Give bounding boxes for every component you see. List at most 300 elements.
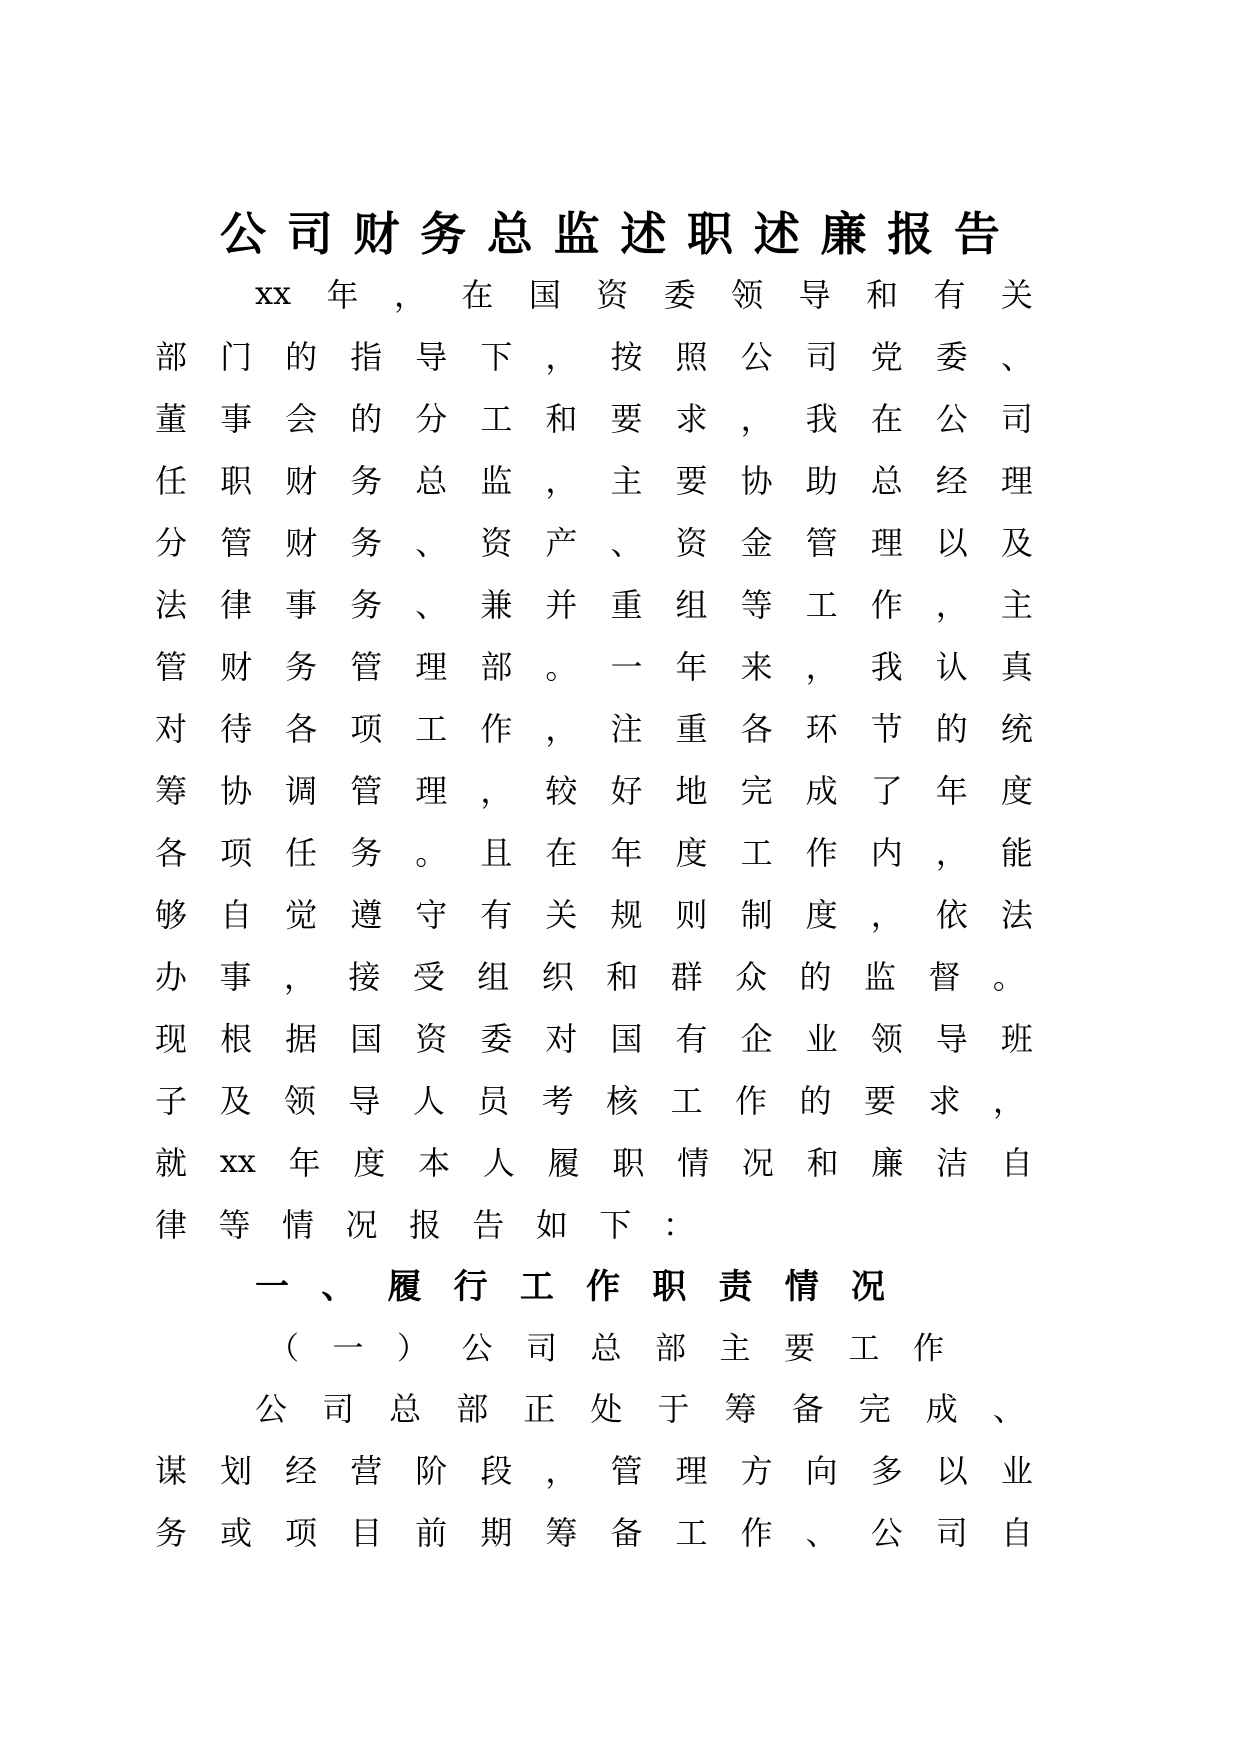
glyph: 业 [1000, 1452, 1033, 1490]
glyph: 有 [480, 896, 513, 934]
glyph: 作 [586, 1266, 621, 1307]
glyph: 工 [805, 586, 838, 624]
glyph: 等 [218, 1206, 251, 1244]
glyph: 司 [1000, 400, 1033, 438]
glyph: ， [992, 1082, 1025, 1120]
glyph: 较 [545, 772, 578, 810]
glyph: 部 [480, 648, 513, 686]
glyph: ） [397, 1330, 428, 1367]
glyph: 督 [928, 958, 961, 996]
glyph: 财 [353, 207, 400, 261]
glyph: 完 [740, 772, 773, 810]
glyph: 告 [953, 207, 1000, 261]
glyph: 情 [784, 1266, 819, 1307]
glyph: 及 [219, 1082, 252, 1120]
glyph: 考 [541, 1082, 574, 1120]
glyph: 司 [526, 1330, 557, 1367]
glyph: 自 [220, 896, 253, 934]
glyph: 业 [805, 1020, 838, 1058]
glyph: ， [935, 586, 968, 624]
glyph: 告 [472, 1206, 505, 1244]
glyph: 年 [288, 1144, 321, 1182]
glyph: 下 [480, 338, 513, 376]
glyph: 要 [784, 1330, 815, 1367]
glyph: 工 [848, 1330, 880, 1367]
glyph: 如 [535, 1206, 568, 1244]
glyph: 能 [1000, 834, 1033, 872]
glyph: 内 [870, 834, 903, 872]
glyph: 总 [389, 1390, 422, 1428]
glyph: 觉 [285, 896, 318, 934]
glyph: 党 [870, 338, 903, 376]
glyph: 谋 [155, 1452, 188, 1490]
glyph: 营 [350, 1452, 383, 1490]
glyph: 司 [322, 1390, 355, 1428]
glyph: 廉 [820, 207, 867, 261]
glyph: 且 [480, 834, 513, 872]
glyph: 律 [155, 1206, 188, 1244]
glyph: 班 [1000, 1020, 1033, 1058]
glyph: 总 [590, 1330, 622, 1367]
glyph: 项 [285, 1514, 318, 1552]
glyph: xx [219, 1142, 256, 1180]
glyph: 有 [675, 1020, 708, 1058]
glyph: 要 [863, 1082, 896, 1120]
glyph: 兼 [480, 586, 513, 624]
glyph: 一 [610, 648, 643, 686]
glyph: 年 [326, 276, 359, 314]
glyph: 领 [731, 276, 764, 314]
glyph: 在 [461, 276, 494, 314]
glyph: 述 [620, 207, 667, 261]
glyph: 和 [545, 400, 578, 438]
glyph: 各 [155, 834, 188, 872]
glyph: 作 [740, 1514, 773, 1552]
glyph: 一 [332, 1330, 364, 1367]
glyph: 要 [675, 462, 708, 500]
glyph: 务 [350, 524, 383, 562]
glyph: 期 [480, 1514, 513, 1552]
glyph: ， [480, 772, 513, 810]
glyph: 导 [935, 1020, 968, 1058]
glyph: 经 [285, 1452, 318, 1490]
paragraph-line [155, 1012, 1033, 1062]
glyph: 作 [913, 1330, 944, 1367]
glyph: 对 [545, 1020, 578, 1058]
glyph: 的 [285, 338, 318, 376]
glyph: 筹 [155, 772, 188, 810]
glyph: 行 [453, 1266, 488, 1307]
paragraph-line [155, 578, 1033, 628]
glyph: 要 [610, 400, 643, 438]
glyph: 调 [285, 772, 318, 810]
glyph: 监 [553, 207, 600, 261]
glyph: 组 [675, 586, 708, 624]
glyph: 经 [935, 462, 968, 500]
glyph: 有 [933, 276, 966, 314]
glyph: 遵 [350, 896, 383, 934]
glyph: 领 [283, 1082, 316, 1120]
glyph: 度 [1000, 772, 1033, 810]
glyph: 、 [415, 524, 448, 562]
glyph: 公 [220, 207, 266, 261]
glyph: 报 [408, 1206, 441, 1244]
glyph: 资 [480, 524, 513, 562]
glyph: 作 [870, 586, 903, 624]
glyph: 向 [805, 1452, 838, 1490]
glyph: ， [545, 1452, 578, 1490]
glyph: 规 [610, 896, 643, 934]
glyph: ， [740, 400, 773, 438]
glyph: 国 [528, 276, 561, 314]
glyph: 的 [799, 1082, 832, 1120]
glyph: 务 [350, 586, 383, 624]
glyph: 按 [610, 338, 643, 376]
glyph: 部 [456, 1390, 489, 1428]
glyph: ， [545, 462, 578, 500]
glyph: 组 [477, 958, 510, 996]
glyph: 职 [687, 207, 734, 261]
glyph: 和 [806, 1144, 839, 1182]
paragraph-line [155, 392, 1033, 442]
glyph: 工 [480, 400, 513, 438]
glyph: 司 [286, 207, 333, 261]
document-title [220, 196, 1000, 266]
glyph: 节 [870, 710, 903, 748]
glyph: 成 [925, 1390, 958, 1428]
glyph: 人 [482, 1144, 515, 1182]
glyph: 理 [415, 772, 448, 810]
glyph: 财 [285, 524, 318, 562]
glyph: 公 [255, 1390, 288, 1428]
glyph: 、 [992, 1390, 1025, 1428]
glyph: 据 [285, 1020, 318, 1058]
glyph: 情 [281, 1206, 314, 1244]
glyph: 述 [753, 207, 800, 261]
glyph: 核 [606, 1082, 639, 1120]
section-heading [255, 1256, 885, 1310]
paragraph-line [155, 1198, 695, 1248]
glyph: 工 [675, 1514, 708, 1552]
glyph: 、 [415, 586, 448, 624]
glyph: 段 [480, 1452, 513, 1490]
glyph: 司 [935, 1514, 968, 1552]
glyph: 下 [599, 1206, 632, 1244]
glyph: 企 [740, 1020, 773, 1058]
glyph: 资 [596, 276, 629, 314]
glyph: 并 [545, 586, 578, 624]
glyph: 年 [935, 772, 968, 810]
glyph: 公 [935, 400, 968, 438]
glyph: ， [283, 958, 316, 996]
glyph: 现 [155, 1020, 188, 1058]
glyph: 照 [675, 338, 708, 376]
glyph: 主 [610, 462, 643, 500]
glyph: 各 [285, 710, 318, 748]
glyph: 各 [740, 710, 773, 748]
glyph: 阶 [415, 1452, 448, 1490]
glyph: 一 [255, 1266, 289, 1307]
glyph: 守 [415, 896, 448, 934]
glyph: 理 [870, 524, 903, 562]
glyph: 子 [155, 1082, 188, 1120]
glyph: 求 [928, 1082, 961, 1120]
glyph: 责 [718, 1266, 753, 1307]
glyph: 正 [523, 1390, 556, 1428]
glyph: 重 [675, 710, 708, 748]
glyph: 织 [541, 958, 574, 996]
glyph: 好 [610, 772, 643, 810]
subsection-heading [268, 1320, 944, 1370]
glyph: 认 [935, 648, 968, 686]
paragraph-line [255, 268, 1033, 318]
glyph: 务 [350, 462, 383, 500]
glyph: 自 [1000, 1514, 1033, 1552]
glyph: 报 [887, 207, 934, 261]
glyph: 分 [415, 400, 448, 438]
glyph: 作 [735, 1082, 768, 1120]
glyph: 况 [741, 1144, 774, 1182]
glyph: 在 [870, 400, 903, 438]
glyph: 项 [220, 834, 253, 872]
glyph: 众 [735, 958, 768, 996]
glyph: ， [545, 338, 578, 376]
glyph: 群 [670, 958, 703, 996]
glyph: 自 [1000, 1144, 1033, 1182]
glyph: 人 [412, 1082, 445, 1120]
glyph: 会 [285, 400, 318, 438]
glyph: 洁 [936, 1144, 969, 1182]
glyph: 领 [870, 1020, 903, 1058]
glyph: 筹 [545, 1514, 578, 1552]
glyph: 财 [220, 648, 253, 686]
glyph: 管 [350, 772, 383, 810]
glyph: ： [662, 1206, 695, 1244]
glyph: 就 [155, 1144, 188, 1182]
paragraph-line [155, 826, 1033, 876]
glyph: 公 [870, 1514, 903, 1552]
glyph: 办 [155, 958, 188, 996]
glyph: 况 [345, 1206, 378, 1244]
glyph: 管 [610, 1452, 643, 1490]
glyph: 等 [740, 586, 773, 624]
paragraph-line [155, 1444, 1033, 1494]
glyph: 监 [863, 958, 896, 996]
glyph: 工 [415, 710, 448, 748]
glyph: ， [393, 276, 426, 314]
glyph: ， [545, 710, 578, 748]
paragraph-line [155, 454, 1033, 504]
glyph: 况 [850, 1266, 885, 1307]
glyph: 务 [350, 834, 383, 872]
glyph: 任 [285, 834, 318, 872]
glyph: 总 [870, 462, 903, 500]
glyph: 务 [285, 648, 318, 686]
glyph: 导 [798, 276, 831, 314]
glyph: 我 [870, 648, 903, 686]
glyph: 划 [220, 1452, 253, 1490]
glyph: 法 [1000, 896, 1033, 934]
glyph: 理 [1000, 462, 1033, 500]
paragraph-line [155, 950, 1025, 1000]
glyph: 职 [652, 1266, 687, 1307]
glyph: 以 [935, 1452, 968, 1490]
glyph: ， [805, 648, 838, 686]
paragraph-line [255, 1382, 1025, 1432]
glyph: 工 [519, 1266, 554, 1307]
glyph: 履 [547, 1144, 580, 1182]
glyph: 度 [353, 1144, 386, 1182]
glyph: 资 [415, 1020, 448, 1058]
glyph: 和 [866, 276, 899, 314]
glyph: 前 [415, 1514, 448, 1552]
glyph: 对 [155, 710, 188, 748]
glyph: 董 [155, 400, 188, 438]
glyph: 委 [480, 1020, 513, 1058]
glyph: 管 [220, 524, 253, 562]
glyph: 作 [805, 834, 838, 872]
glyph: 工 [740, 834, 773, 872]
glyph: 成 [805, 772, 838, 810]
glyph: 司 [805, 338, 838, 376]
glyph: 度 [805, 896, 838, 934]
glyph: 关 [1000, 276, 1033, 314]
paragraph-line [155, 1506, 1033, 1556]
glyph: 产 [545, 524, 578, 562]
glyph: 廉 [871, 1144, 904, 1182]
glyph: 管 [805, 524, 838, 562]
glyph: 任 [155, 462, 188, 500]
glyph: 门 [220, 338, 253, 376]
glyph: 主 [1000, 586, 1033, 624]
glyph: 。 [992, 958, 1025, 996]
paragraph-line [155, 1074, 1025, 1124]
glyph: 公 [461, 1330, 493, 1367]
glyph: 我 [805, 400, 838, 438]
glyph: 务 [155, 1514, 188, 1552]
glyph: 度 [675, 834, 708, 872]
glyph: 主 [719, 1330, 751, 1367]
glyph: 委 [935, 338, 968, 376]
glyph: 法 [155, 586, 188, 624]
glyph: （ [268, 1330, 299, 1367]
paragraph-line [155, 888, 1033, 938]
glyph: 管 [155, 648, 188, 686]
glyph: 工 [670, 1082, 703, 1120]
glyph: xx [255, 274, 292, 312]
glyph: 、 [805, 1514, 838, 1552]
glyph: 地 [675, 772, 708, 810]
glyph: 筹 [724, 1390, 757, 1428]
glyph: 律 [220, 586, 253, 624]
glyph: 或 [220, 1514, 253, 1552]
glyph: 处 [590, 1390, 623, 1428]
glyph: 员 [477, 1082, 510, 1120]
paragraph-line [155, 702, 1033, 752]
glyph: 够 [155, 896, 188, 934]
glyph: 总 [415, 462, 448, 500]
glyph: 年 [610, 834, 643, 872]
glyph: 事 [219, 958, 252, 996]
glyph: 资 [675, 524, 708, 562]
glyph: 环 [805, 710, 838, 748]
glyph: 备 [791, 1390, 824, 1428]
glyph: 多 [870, 1452, 903, 1490]
glyph: 职 [612, 1144, 645, 1182]
glyph: 协 [740, 462, 773, 500]
glyph: 的 [350, 400, 383, 438]
glyph: 于 [657, 1390, 690, 1428]
glyph: 求 [675, 400, 708, 438]
glyph: 导 [415, 338, 448, 376]
glyph: 务 [420, 207, 467, 261]
glyph: 职 [220, 462, 253, 500]
glyph: 监 [480, 462, 513, 500]
glyph: 注 [610, 710, 643, 748]
glyph: 备 [610, 1514, 643, 1552]
glyph: 助 [805, 462, 838, 500]
glyph: 财 [285, 462, 318, 500]
glyph: 真 [1000, 648, 1033, 686]
glyph: 关 [545, 896, 578, 934]
glyph: 情 [677, 1144, 710, 1182]
glyph: 部 [655, 1330, 686, 1367]
glyph: 以 [935, 524, 968, 562]
glyph: 理 [415, 648, 448, 686]
glyph: 在 [545, 834, 578, 872]
glyph: 、 [610, 524, 643, 562]
glyph: 接 [348, 958, 381, 996]
glyph: 管 [350, 648, 383, 686]
glyph: 待 [220, 710, 253, 748]
paragraph-line [155, 516, 1033, 566]
glyph: 、 [1000, 338, 1033, 376]
glyph: 事 [220, 400, 253, 438]
glyph: 方 [740, 1452, 773, 1490]
glyph: 重 [610, 586, 643, 624]
glyph: 。 [545, 648, 578, 686]
glyph: 依 [935, 896, 968, 934]
glyph: 根 [220, 1020, 253, 1058]
glyph: 分 [155, 524, 188, 562]
glyph: 来 [740, 648, 773, 686]
glyph: 理 [675, 1452, 708, 1490]
paragraph-line [155, 330, 1033, 380]
glyph: 。 [415, 834, 448, 872]
glyph: 目 [350, 1514, 383, 1552]
glyph: 年 [675, 648, 708, 686]
glyph: ， [870, 896, 903, 934]
glyph: 总 [486, 207, 533, 261]
glyph: 指 [350, 338, 383, 376]
glyph: 金 [740, 524, 773, 562]
glyph: 委 [663, 276, 696, 314]
glyph: 和 [606, 958, 639, 996]
glyph: 公 [740, 338, 773, 376]
glyph: 的 [799, 958, 832, 996]
glyph: 、 [321, 1266, 356, 1307]
glyph: 协 [220, 772, 253, 810]
glyph: 本 [418, 1144, 451, 1182]
glyph: 则 [675, 896, 708, 934]
paragraph-line [155, 764, 1033, 814]
paragraph-line [155, 1136, 1033, 1186]
glyph: 履 [387, 1266, 422, 1307]
glyph: 统 [1000, 710, 1033, 748]
paragraph-line [155, 640, 1033, 690]
glyph: 作 [480, 710, 513, 748]
glyph: 完 [858, 1390, 891, 1428]
